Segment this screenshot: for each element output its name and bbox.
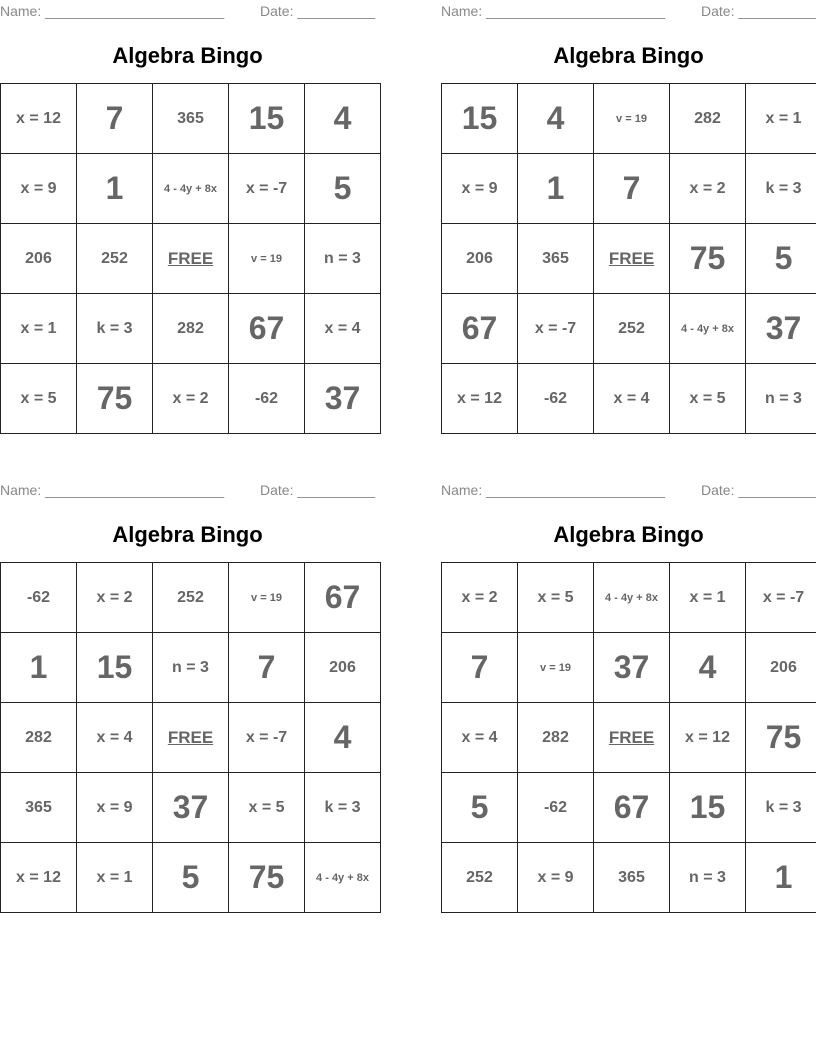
- card-title: Algebra Bingo: [112, 43, 263, 68]
- date-field[interactable]: Date: __________: [260, 3, 376, 19]
- bingo-cell: 4 - 4y + 8x: [670, 294, 746, 364]
- name-date-row: [0, 479, 375, 501]
- date-field[interactable]: Date: __________: [260, 482, 376, 498]
- bingo-cell: 1: [746, 843, 816, 913]
- bingo-cell: 15: [229, 84, 305, 154]
- date-field[interactable]: Date: __________: [701, 3, 816, 19]
- bingo-cell: 206: [305, 633, 381, 703]
- bingo-cell: x = 2: [77, 563, 153, 633]
- bingo-cell: x = 5: [229, 773, 305, 843]
- bingo-cell: 4: [670, 633, 746, 703]
- bingo-cell: 282: [153, 294, 229, 364]
- bingo-cell: 282: [670, 84, 746, 154]
- bingo-cell: 7: [77, 84, 153, 154]
- bingo-cell: 37: [305, 364, 381, 434]
- bingo-cell: x = 2: [670, 154, 746, 224]
- bingo-cell: 1: [518, 154, 594, 224]
- bingo-cell: n = 3: [305, 224, 381, 294]
- bingo-cell: 252: [442, 843, 518, 913]
- bingo-cell: n = 3: [670, 843, 746, 913]
- bingo-cell: -62: [518, 773, 594, 843]
- bingo-cell: x = 4: [594, 364, 670, 434]
- bingo-cell: x = 5: [1, 364, 77, 434]
- bingo-cell: 4: [305, 703, 381, 773]
- date-field[interactable]: Date: __________: [701, 482, 816, 498]
- bingo-cell: x = 4: [442, 703, 518, 773]
- name-date-row: [441, 0, 816, 22]
- bingo-cell: 282: [518, 703, 594, 773]
- name-field[interactable]: Name: _______________________: [441, 482, 666, 498]
- name-field[interactable]: Name: _______________________: [441, 3, 666, 19]
- bingo-cell: 67: [594, 773, 670, 843]
- bingo-cell: 5: [442, 773, 518, 843]
- bingo-cell: 67: [442, 294, 518, 364]
- free-space: FREE: [153, 224, 229, 294]
- bingo-cell: x = 5: [518, 563, 594, 633]
- bingo-cell: 282: [1, 703, 77, 773]
- bingo-cell: 67: [229, 294, 305, 364]
- bingo-cell: 365: [518, 224, 594, 294]
- bingo-cell: -62: [229, 364, 305, 434]
- bingo-cell: k = 3: [746, 773, 816, 843]
- bingo-cell: 7: [442, 633, 518, 703]
- bingo-grid: [0, 83, 381, 434]
- bingo-cell: 4: [518, 84, 594, 154]
- card-title: Algebra Bingo: [553, 43, 704, 68]
- bingo-cell: -62: [1, 563, 77, 633]
- name-date-row: [0, 0, 375, 22]
- bingo-cell: 7: [229, 633, 305, 703]
- bingo-cell: 37: [594, 633, 670, 703]
- bingo-cell: 7: [594, 154, 670, 224]
- bingo-cell: x = -7: [746, 563, 816, 633]
- bingo-grid: [441, 562, 816, 913]
- bingo-cell: 4: [305, 84, 381, 154]
- bingo-cell: 206: [746, 633, 816, 703]
- bingo-cell: 37: [746, 294, 816, 364]
- bingo-cell: x = 1: [746, 84, 816, 154]
- bingo-cell: 15: [77, 633, 153, 703]
- bingo-cell: 4 - 4y + 8x: [153, 154, 229, 224]
- bingo-cell: x = 9: [518, 843, 594, 913]
- free-space: FREE: [594, 703, 670, 773]
- card-title: Algebra Bingo: [553, 522, 704, 547]
- bingo-cell: v = 19: [229, 563, 305, 633]
- bingo-cell: x = 2: [153, 364, 229, 434]
- bingo-cell: 365: [594, 843, 670, 913]
- bingo-cell: x = 1: [670, 563, 746, 633]
- bingo-cell: x = 9: [442, 154, 518, 224]
- bingo-cell: x = 12: [670, 703, 746, 773]
- bingo-cell: n = 3: [746, 364, 816, 434]
- bingo-cell: x = 12: [1, 843, 77, 913]
- bingo-cell: 4 - 4y + 8x: [594, 563, 670, 633]
- bingo-cell: x = -7: [229, 703, 305, 773]
- bingo-cell: x = 2: [442, 563, 518, 633]
- bingo-cell: 15: [670, 773, 746, 843]
- bingo-cell: 67: [305, 563, 381, 633]
- name-date-row: [441, 479, 816, 501]
- bingo-cell: 5: [746, 224, 816, 294]
- bingo-cell: x = 1: [77, 843, 153, 913]
- bingo-grid: [0, 562, 381, 913]
- bingo-cell: 365: [1, 773, 77, 843]
- bingo-grid: [441, 83, 816, 434]
- bingo-cell: n = 3: [153, 633, 229, 703]
- name-field[interactable]: Name: _______________________: [0, 482, 225, 498]
- bingo-cell: 75: [77, 364, 153, 434]
- bingo-cell: 252: [77, 224, 153, 294]
- bingo-cell: 37: [153, 773, 229, 843]
- bingo-cell: 75: [229, 843, 305, 913]
- bingo-cell: x = -7: [229, 154, 305, 224]
- bingo-cell: 1: [77, 154, 153, 224]
- bingo-cell: x = 1: [1, 294, 77, 364]
- bingo-cell: k = 3: [77, 294, 153, 364]
- free-space: FREE: [153, 703, 229, 773]
- bingo-cell: 4 - 4y + 8x: [305, 843, 381, 913]
- bingo-cell: 206: [442, 224, 518, 294]
- bingo-cell: 5: [153, 843, 229, 913]
- bingo-cell: x = -7: [518, 294, 594, 364]
- bingo-cell: 75: [746, 703, 816, 773]
- bingo-cell: 252: [594, 294, 670, 364]
- bingo-cell: 206: [1, 224, 77, 294]
- bingo-cell: -62: [518, 364, 594, 434]
- bingo-cell: 5: [305, 154, 381, 224]
- free-space: FREE: [594, 224, 670, 294]
- bingo-cell: 75: [670, 224, 746, 294]
- bingo-cell: x = 9: [1, 154, 77, 224]
- bingo-cell: k = 3: [746, 154, 816, 224]
- bingo-cell: x = 12: [442, 364, 518, 434]
- bingo-cell: 365: [153, 84, 229, 154]
- bingo-cell: 252: [153, 563, 229, 633]
- bingo-cell: 1: [1, 633, 77, 703]
- bingo-cell: x = 12: [1, 84, 77, 154]
- bingo-cell: v = 19: [229, 224, 305, 294]
- card-title: Algebra Bingo: [112, 522, 263, 547]
- bingo-cell: x = 4: [305, 294, 381, 364]
- name-field[interactable]: Name: _______________________: [0, 3, 225, 19]
- bingo-cell: x = 5: [670, 364, 746, 434]
- bingo-cell: v = 19: [518, 633, 594, 703]
- bingo-cell: 15: [442, 84, 518, 154]
- bingo-cell: k = 3: [305, 773, 381, 843]
- bingo-cell: v = 19: [594, 84, 670, 154]
- bingo-cell: x = 4: [77, 703, 153, 773]
- bingo-cell: x = 9: [77, 773, 153, 843]
